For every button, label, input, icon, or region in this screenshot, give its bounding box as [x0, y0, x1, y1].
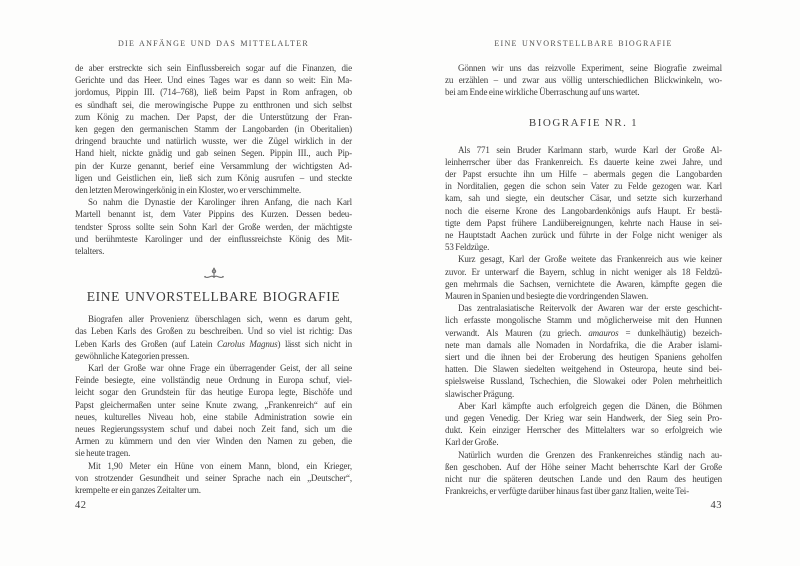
text-line: lich erfasste mongolische Stamm und möglicherweise mit den Hunnen — [445, 315, 722, 326]
text-line: Kurz gesagt, Karl der Große weitete das Frankenreich aus wie keiner — [458, 254, 722, 265]
text-line: und gegen Venedig. Der Krieg war sein Handwerk, der Sieg sein Pro- — [445, 413, 722, 424]
text-line: Natürlich wurden die Grenzen des Frankenreiches ständig nach au- — [458, 449, 722, 460]
text-line: Leben Karls des Großen (auf Latein Carolus Magnus) lässt sich nicht in — [75, 338, 353, 349]
fleuron-ornament-icon — [75, 267, 352, 282]
text-line: verwandt. Als Mauren (zu griech. amauros = dunkelhäutig) bezeich- — [445, 327, 723, 338]
text-line: Hand hielt, nickte gnädig und gab seinen Segen. Pippin III., auch Pip- — [75, 148, 352, 159]
text-line: den letzten Merowingerkönig in ein Kloster, wo er verschimmelte. — [75, 185, 301, 196]
text-line: Aber Karl kämpfte auch erfolgreich gegen die Dänen, die Böhmen — [458, 400, 722, 411]
text-line: nicht nur die späteren deutschen Lande und den Raum des heutigen — [445, 474, 722, 485]
text-line: kam, sah und siegte, ein deutscher Cäsar, und setzte sich kurzerhand — [445, 193, 722, 204]
text-line: ßen geschoben. Auf der Höhe seiner Macht beherrschte Karl der Große — [445, 461, 722, 472]
text-line: sie heute tragen. — [75, 448, 131, 459]
text-line: Frankreichs, er verfügte darüber hinaus fast über ganz Italien, weite Tei- — [445, 486, 689, 497]
text-line: zu erzählen – und zwar aus völlig unterschiedlichen Blickwinkeln, wo- — [445, 75, 722, 86]
text-line: neues, kulturelles Niveau hob, eine stabile Administration sowie ein — [75, 411, 352, 422]
text-line: gen mehrmals die Sachsen, vernichtete die Awaren, kämpfte gegen die — [445, 278, 722, 289]
paragraph — [75, 362, 352, 460]
text-line: leinherrscher über das Frankenreich. Es dauerte keine zwei Jahre, und — [445, 156, 722, 167]
text-line: krempelte er ein ganzes Zeitalter um. — [75, 485, 201, 496]
text-line: das Leben Karls des Großen zu beschreiben. Und so viel ist richtig: Das — [75, 326, 352, 337]
text-line: Gönnen wir uns das reizvolle Experiment, seine Biografie zweimal — [458, 63, 722, 73]
text-line: dukt. Kein einziger Herrscher des Mittelalters war so erfolgreich wie — [445, 425, 722, 436]
text-line: siert und die ihnen bei der Eroberung des heutigen Spaniens geholfen — [445, 352, 722, 363]
text-line: 53 Feldzüge. — [445, 242, 490, 253]
running-head-right: EINE UNVORSTELLBARE BIOGRAFIE — [494, 39, 673, 48]
text-line: zum König zu machen. Der Papst, der die Unterstützung der Fran- — [75, 111, 352, 122]
text-line: es sündhaft sei, die merowingische Puppe zu entthronen und sich selbst — [75, 99, 352, 110]
page-body-right — [445, 62, 722, 498]
text-line: ken gegen den germanischen Stamm der Langobarden (in Oberitalien) — [75, 124, 352, 135]
text-line: dringend brauchte und natürlich wusste, wer die Zügel wirklich in der — [75, 136, 352, 147]
text-line: und berühmteste Karolinger und der einflussreichste König des Mit- — [75, 233, 352, 244]
text-line: ne Hauptstadt Aachen zurück und führte in der Folge nicht weniger als — [445, 230, 722, 241]
paragraph — [75, 196, 352, 257]
text-line: noch die eiserne Krone des Langobardenkönigs aufs Haupt. Er bestä- — [445, 205, 722, 216]
page-number-right: 43 — [710, 500, 722, 511]
text-line: Biografen aller Provenienz überschlagen sich, wenn es darum geht, — [88, 314, 352, 325]
running-head-left: DIE ANFÄNGE UND DAS MITTELALTER — [117, 39, 310, 48]
paragraph — [445, 449, 722, 498]
text-line: Karl der Große war ohne Frage ein überragender Geist, der all seine — [88, 363, 352, 374]
text-line: Karl der Große. — [445, 437, 499, 448]
text-line: zuvor. Er unterwarf die Bayern, schlug in nicht weniger als 18 Feldzü- — [445, 266, 722, 277]
text-line: jordomus, Pippin III. (714–768), ließ beim Papst in Rom anfragen, ob — [75, 87, 352, 98]
text-line: slawischer Prägung. — [445, 388, 515, 399]
text-line: pin der Kurze genannt, berief eine Versammlung der wichtigsten Ad- — [75, 160, 352, 171]
paragraph — [75, 62, 352, 196]
text-line: neues Regierungssystem schuf und dabei noch Zeit fand, sich um die — [75, 424, 352, 435]
text-line: der Papst ersuchte ihn um Hilfe – abermals gegen die Langobarden — [445, 169, 722, 180]
text-line: hatten. Die Slawen siedelten weitgehend in Osteuropa, heute sind bei- — [445, 364, 722, 375]
text-line: bei am Ende eine wirkliche Überraschung auf uns wartet. — [445, 87, 640, 98]
paragraph — [445, 253, 722, 302]
text-line: nete man damals alle Nomaden in Nordafrika, die die Araber islami- — [445, 339, 722, 350]
paragraph — [75, 460, 352, 497]
paragraph — [445, 400, 722, 449]
text-line: telalters. — [75, 246, 105, 257]
text-line: in Norditalien, gegen die schon sein Vater zu Felde gezogen war. Karl — [445, 181, 722, 192]
paragraph — [445, 302, 722, 400]
text-line: Das zentralasiatische Reitervolk der Awaren war der erste geschicht- — [458, 303, 722, 314]
text-line: gewöhnliche Kategorien pressen. — [75, 350, 190, 361]
text-line: de aber erstreckte sich sein Einflussbereich sogar auf die Finanzen, die — [75, 63, 352, 73]
text-line: leicht sogar den Grundstein für das heutige Europa legte, Bischöfe und — [75, 387, 352, 398]
text-line: von strotzender Gesundheit und seiner Sprache nach ein „Deutscher“, — [75, 472, 352, 483]
paragraph — [445, 62, 722, 99]
page-left — [75, 0, 352, 566]
paragraph — [445, 144, 722, 254]
text-line: Mauren in Spanien und besiegte die vordringenden Slawen. — [445, 291, 649, 302]
text-line: So nahm die Dynastie der Karolinger ihren Anfang, die nach Karl — [88, 197, 352, 208]
text-line: tendster Spross sollte sein Sohn Karl der Große werden, der mächtigste — [75, 221, 352, 232]
text-line: Gerichte und das Heer. Und eines Tages war es dann so weit: Ein Ma- — [75, 75, 352, 86]
text-line: Papst gleichermaßen unter seine Knute zwang, „Frankenreich“ auf ein — [75, 399, 352, 410]
text-line: Feinde besiegte, eine vollständig neue Ordnung in Europa schuf, viel- — [75, 375, 352, 386]
text-line: Armen zu kümmern und den vier Winden den Namen zu geben, die — [75, 436, 352, 447]
chapter-heading: EINE UNVORSTELLBARE BIOGRAFIE — [86, 289, 341, 305]
page-body-left — [75, 62, 352, 496]
section-subheading: BIOGRAFIE NR. 1 — [528, 116, 639, 129]
text-line: Martell benannt ist, dem Vater Pippins des Kurzen. Dessen bedeu- — [75, 209, 352, 220]
page-number-left: 42 — [75, 500, 87, 511]
text-line: Mit 1,90 Meter ein Hüne von einem Mann, blond, ein Krieger, — [88, 460, 352, 471]
text-line: tigte dem Papst frühere Landübereignungen, kehrte nach Hause in sei- — [445, 217, 722, 228]
text-line: ligen und Geistlichen ein, ließ sich zum König ausrufen – und steckte — [75, 172, 352, 183]
text-line: spielsweise Russland, Tschechien, die Slowakei oder Polen mehrheitlich — [445, 376, 722, 387]
text-line: Als 771 sein Bruder Karlmann starb, wurde Karl der Große Al- — [458, 144, 722, 155]
paragraph — [75, 313, 352, 362]
page-right — [445, 0, 722, 566]
